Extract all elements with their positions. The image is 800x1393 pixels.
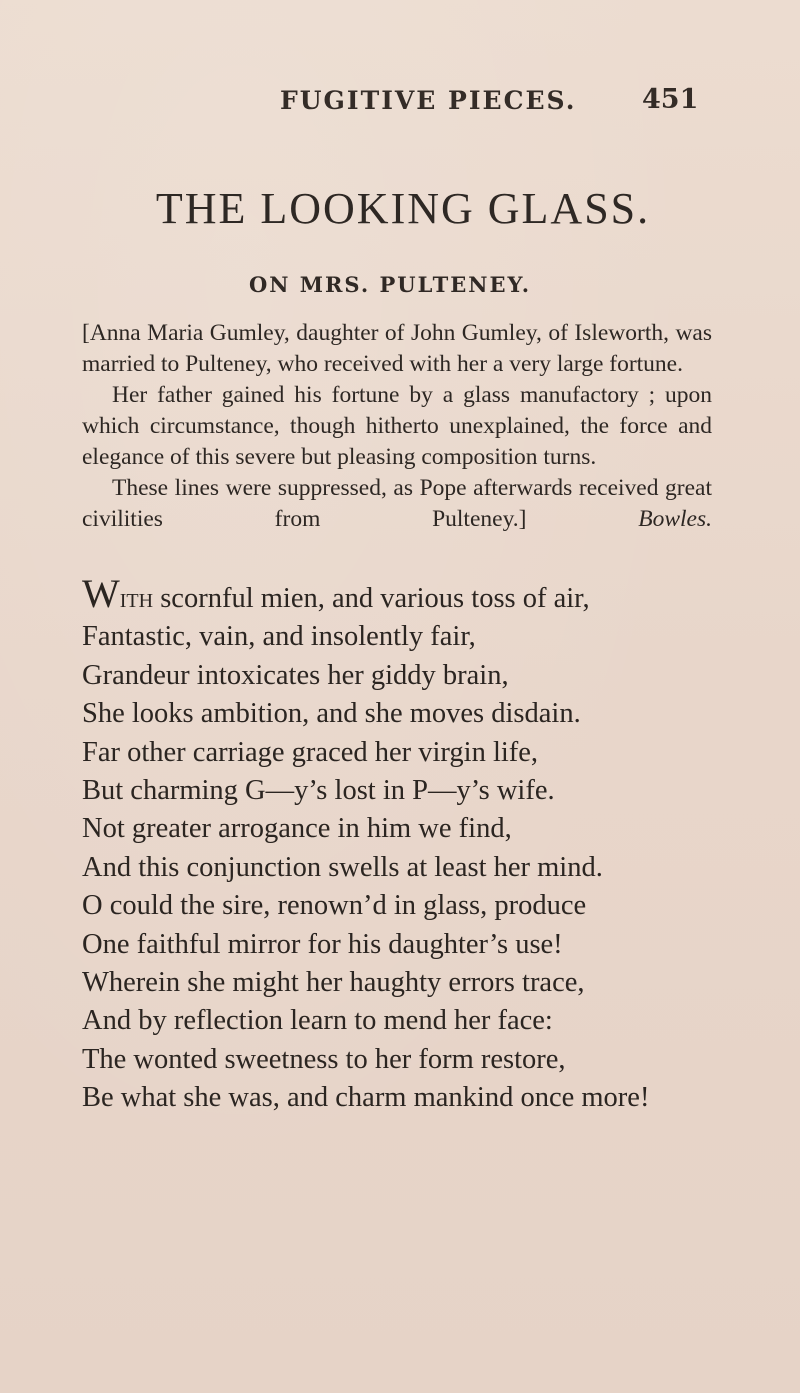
verse-line: But charming G—y’s lost in P—y’s wife. <box>82 775 555 807</box>
verse-line: Fantastic, vain, and insolently fair, <box>82 621 476 653</box>
verse-line: Wherein she might her haughty errors trace, <box>82 967 585 999</box>
verse-line: And by reflection learn to mend her face: <box>82 1005 553 1037</box>
running-title: FUGITIVE PIECES. <box>280 86 577 115</box>
verse-line-text: scornful mien, and various toss of air, <box>153 583 590 614</box>
verse-line: Not greater arrogance in him we find, <box>82 813 512 845</box>
note-paragraph: [Anna Maria Gumley, daughter of John Gumley, of Isleworth, was married to Pulteney, who received with her a very large fortune. <box>82 320 712 377</box>
verse-line: She looks ambition, and she moves disdain. <box>82 698 581 730</box>
note-paragraph-text: These lines were suppressed, as Pope afterwards received great civilities from Pulteney.] <box>82 475 712 532</box>
page-number: 451 <box>642 84 699 115</box>
initial-word-rest: ith <box>119 583 154 614</box>
verse-line: Grandeur intoxicates her giddy brain, <box>82 659 509 691</box>
verse-line: Be what she was, and charm mankind once more! <box>82 1082 650 1114</box>
verse-line: O could the sire, renown’d in glass, produce <box>82 890 587 922</box>
verse-line-1 <box>82 571 722 618</box>
verse-line: One faithful mirror for his daughter’s use! <box>82 928 563 960</box>
poem-title: THE LOOKING GLASS. <box>155 184 651 233</box>
poem-subtitle: ON MRS. PULTENEY. <box>248 272 532 297</box>
verse-line: The wonted sweetness to her form restore, <box>82 1043 566 1075</box>
drop-initial: W <box>82 571 120 616</box>
note-paragraph: Her father gained his fortune by a glass manufactory ; upon which circumstance, though hitherto unexplained, the force and elegance of this severe but pleasing composition turns. <box>82 382 712 470</box>
verse-line: And this conjunction swells at least her mind. <box>82 851 603 883</box>
verse-line: Far other carriage graced her virgin life, <box>82 736 539 768</box>
note-attribution: Bowles. <box>638 506 712 532</box>
running-head <box>0 86 800 126</box>
note-paragraph-last <box>82 473 712 535</box>
editorial-note <box>82 318 712 535</box>
poem-verse <box>82 571 722 1118</box>
